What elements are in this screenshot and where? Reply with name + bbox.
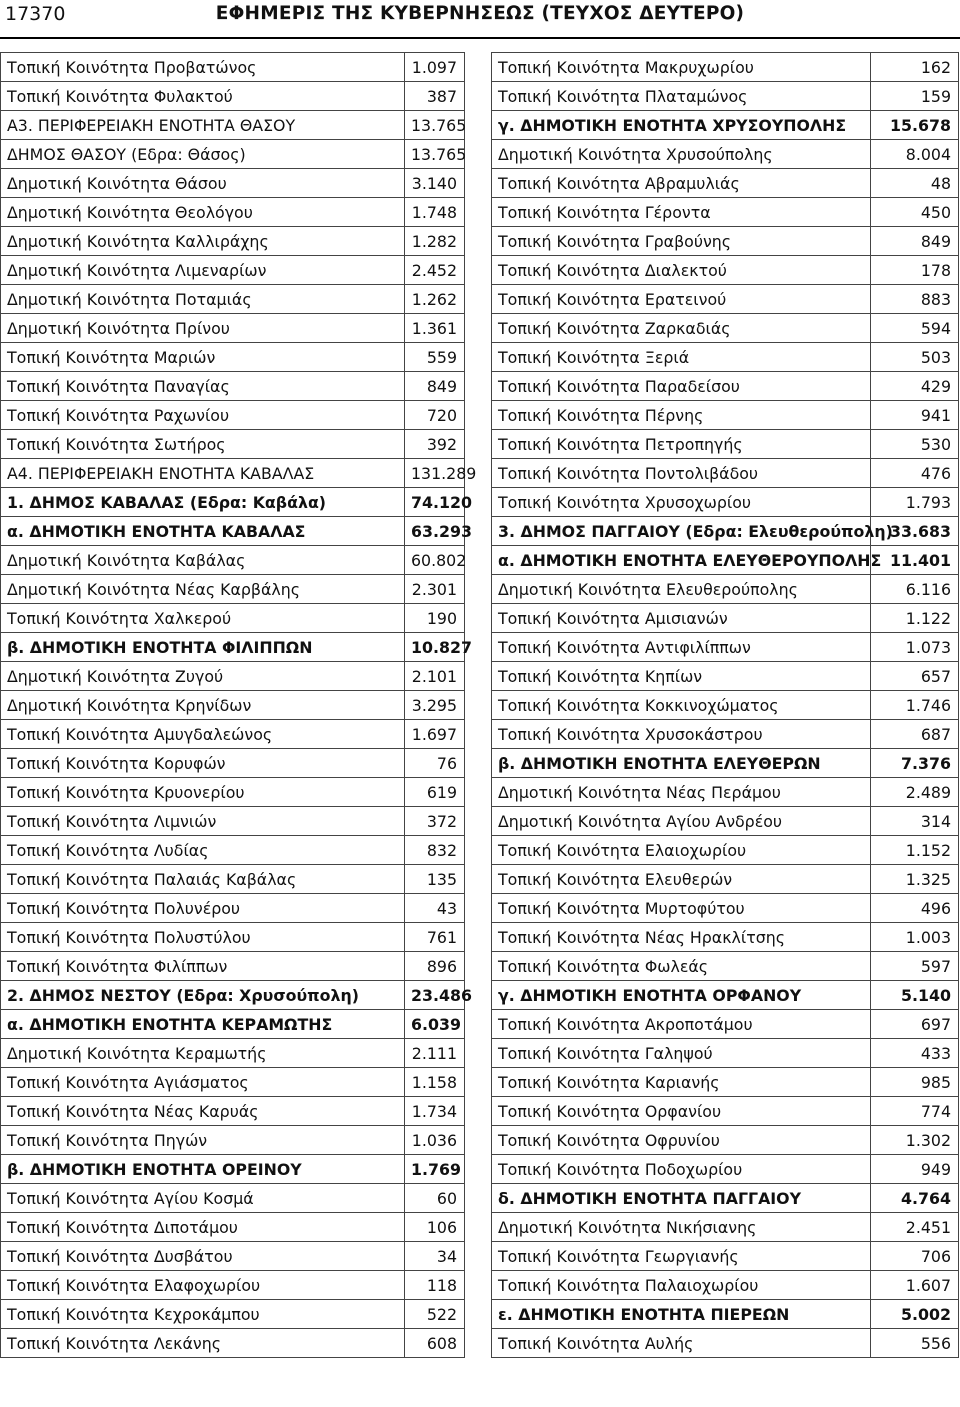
table-row [1, 981, 465, 1010]
population-value: 3.295 [405, 691, 465, 720]
population-value: 1.746 [871, 691, 959, 720]
population-value: 13.765 [405, 140, 465, 169]
table-row [492, 1068, 959, 1097]
table-row [1, 372, 465, 401]
community-name: Α4. ΠΕΡΙΦΕΡΕΙΑΚΗ ΕΝΟΤΗΤΑ ΚΑΒΑΛΑΣ [1, 459, 405, 488]
table-row [492, 981, 959, 1010]
community-name: Τοπική Κοινότητα Μαριών [1, 343, 405, 372]
table-row [492, 749, 959, 778]
population-value: 1.302 [871, 1126, 959, 1155]
table-row [1, 343, 465, 372]
table-row [492, 865, 959, 894]
table-row [1, 749, 465, 778]
table-row [1, 227, 465, 256]
population-value: 433 [871, 1039, 959, 1068]
table-row [492, 517, 959, 546]
table-row [492, 140, 959, 169]
community-name: Τοπική Κοινότητα Αγιάσματος [1, 1068, 405, 1097]
community-name: Τοπική Κοινότητα Γραβούνης [492, 227, 871, 256]
population-value: 1.748 [405, 198, 465, 227]
table-row [1, 459, 465, 488]
table-row [492, 1271, 959, 1300]
population-value: 1.122 [871, 604, 959, 633]
table-row [1, 836, 465, 865]
population-value: 10.827 [405, 633, 465, 662]
community-name: α. ΔΗΜΟΤΙΚΗ ΕΝΟΤΗΤΑ ΚΑΒΑΛΑΣ [1, 517, 405, 546]
table-row [492, 1010, 959, 1039]
table-row [492, 604, 959, 633]
population-value: 2.489 [871, 778, 959, 807]
community-name: ΔΗΜΟΣ ΘΑΣΟΥ (Εδρα: Θάσος) [1, 140, 405, 169]
table-row [1, 1213, 465, 1242]
population-value: 387 [405, 82, 465, 111]
community-name: Τοπική Κοινότητα Παλαιοχωρίου [492, 1271, 871, 1300]
population-value: 774 [871, 1097, 959, 1126]
community-name: Τοπική Κοινότητα Λυδίας [1, 836, 405, 865]
population-value: 849 [405, 372, 465, 401]
table-row [492, 807, 959, 836]
population-value: 530 [871, 430, 959, 459]
community-name: Τοπική Κοινότητα Κηπίων [492, 662, 871, 691]
population-value: 43 [405, 894, 465, 923]
population-value: 131.289 [405, 459, 465, 488]
population-value: 1.607 [871, 1271, 959, 1300]
community-name: Τοπική Κοινότητα Πέρνης [492, 401, 871, 430]
community-name: Τοπική Κοινότητα Αυλής [492, 1329, 871, 1358]
population-value: 1.073 [871, 633, 959, 662]
community-name: Α3. ΠΕΡΙΦΕΡΕΙΑΚΗ ΕΝΟΤΗΤΑ ΘΑΣΟΥ [1, 111, 405, 140]
population-value: 1.769 [405, 1155, 465, 1184]
population-value: 8.004 [871, 140, 959, 169]
population-value: 594 [871, 314, 959, 343]
population-value: 5.002 [871, 1300, 959, 1329]
table-row [1, 778, 465, 807]
table-row [492, 111, 959, 140]
population-value: 15.678 [871, 111, 959, 140]
table-row [1, 865, 465, 894]
population-value: 34 [405, 1242, 465, 1271]
table-row [1, 546, 465, 575]
population-value: 941 [871, 401, 959, 430]
community-name: α. ΔΗΜΟΤΙΚΗ ΕΝΟΤΗΤΑ ΚΕΡΑΜΩΤΗΣ [1, 1010, 405, 1039]
table-row [1, 314, 465, 343]
community-name: Τοπική Κοινότητα Αμυγδαλεώνος [1, 720, 405, 749]
community-name: Δημοτική Κοινότητα Κρηνίδων [1, 691, 405, 720]
community-name: Τοπική Κοινότητα Λιμνιών [1, 807, 405, 836]
community-name: Τοπική Κοινότητα Μακρυχωρίου [492, 53, 871, 82]
table-row [1, 140, 465, 169]
community-name: Τοπική Κοινότητα Ακροποτάμου [492, 1010, 871, 1039]
community-name: Τοπική Κοινότητα Ραχωνίου [1, 401, 405, 430]
community-name: Τοπική Κοινότητα Ορφανίου [492, 1097, 871, 1126]
population-value: 4.764 [871, 1184, 959, 1213]
table-row [1, 575, 465, 604]
page-header [0, 0, 960, 30]
population-value: 883 [871, 285, 959, 314]
table-row [1, 923, 465, 952]
population-value: 7.376 [871, 749, 959, 778]
population-value: 476 [871, 459, 959, 488]
community-name: Τοπική Κοινότητα Καριανής [492, 1068, 871, 1097]
population-value: 706 [871, 1242, 959, 1271]
community-name: Τοπική Κοινότητα Χαλκερού [1, 604, 405, 633]
population-value: 48 [871, 169, 959, 198]
table-row [492, 459, 959, 488]
population-value: 522 [405, 1300, 465, 1329]
population-value: 761 [405, 923, 465, 952]
community-name: Τοπική Κοινότητα Γέροντα [492, 198, 871, 227]
table-row [1, 1271, 465, 1300]
population-value: 720 [405, 401, 465, 430]
population-value: 2.452 [405, 256, 465, 285]
community-name: Τοπική Κοινότητα Ζαρκαδιάς [492, 314, 871, 343]
community-name: ε. ΔΗΜΟΤΙΚΗ ΕΝΟΤΗΤΑ ΠΙΕΡΕΩΝ [492, 1300, 871, 1329]
table-row [492, 1039, 959, 1068]
population-value: 60 [405, 1184, 465, 1213]
population-value: 657 [871, 662, 959, 691]
table-row [1, 53, 465, 82]
table-row [1, 517, 465, 546]
table-row [1, 1184, 465, 1213]
community-name: Δημοτική Κοινότητα Νέας Καρβάλης [1, 575, 405, 604]
population-value: 1.262 [405, 285, 465, 314]
population-value: 1.097 [405, 53, 465, 82]
table-row [492, 256, 959, 285]
population-value: 63.293 [405, 517, 465, 546]
table-row [492, 198, 959, 227]
table-row [492, 430, 959, 459]
community-name: Τοπική Κοινότητα Πολυνέρου [1, 894, 405, 923]
table-row [492, 372, 959, 401]
community-name: Τοπική Κοινότητα Ελαιοχωρίου [492, 836, 871, 865]
table-row [1, 807, 465, 836]
population-value: 11.401 [871, 546, 959, 575]
community-name: β. ΔΗΜΟΤΙΚΗ ΕΝΟΤΗΤΑ ΕΛΕΥΘΕΡΩΝ [492, 749, 871, 778]
population-value: 985 [871, 1068, 959, 1097]
table-row [492, 401, 959, 430]
table-row [1, 952, 465, 981]
table-row [492, 894, 959, 923]
community-name: Τοπική Κοινότητα Αμισιανών [492, 604, 871, 633]
community-name: Τοπική Κοινότητα Ελευθερών [492, 865, 871, 894]
community-name: Δημοτική Κοινότητα Θάσου [1, 169, 405, 198]
community-name: Τοπική Κοινότητα Πολυστύλου [1, 923, 405, 952]
community-name: Δημοτική Κοινότητα Ποταμιάς [1, 285, 405, 314]
community-name: Τοπική Κοινότητα Αντιφιλίππων [492, 633, 871, 662]
table-row [1, 285, 465, 314]
community-name: Τοπική Κοινότητα Ποδοχωρίου [492, 1155, 871, 1184]
table-row [1, 1010, 465, 1039]
table-row [492, 1184, 959, 1213]
community-name: Τοπική Κοινότητα Χρυσοκάστρου [492, 720, 871, 749]
table-row [492, 952, 959, 981]
table-row [1, 1242, 465, 1271]
population-value: 2.101 [405, 662, 465, 691]
table-row [492, 1242, 959, 1271]
community-name: Δημοτική Κοινότητα Χρυσούπολης [492, 140, 871, 169]
community-name: Τοπική Κοινότητα Παραδείσου [492, 372, 871, 401]
population-value: 60.802 [405, 546, 465, 575]
community-name: Δημοτική Κοινότητα Λιμεναρίων [1, 256, 405, 285]
community-name: Τοπική Κοινότητα Διαλεκτού [492, 256, 871, 285]
table-row [1, 662, 465, 691]
population-value: 849 [871, 227, 959, 256]
population-value: 896 [405, 952, 465, 981]
community-name: Τοπική Κοινότητα Μυρτοφύτου [492, 894, 871, 923]
population-value: 106 [405, 1213, 465, 1242]
table-row [492, 691, 959, 720]
community-name: Τοπική Κοινότητα Πλαταμώνος [492, 82, 871, 111]
table-row [1, 1300, 465, 1329]
population-value: 76 [405, 749, 465, 778]
community-name: Τοπική Κοινότητα Ξεριά [492, 343, 871, 372]
community-name: Δημοτική Κοινότητα Καλλιράχης [1, 227, 405, 256]
community-name: Δημοτική Κοινότητα Ελευθερούπολης [492, 575, 871, 604]
table-row [1, 488, 465, 517]
community-name: Τοπική Κοινότητα Κρυονερίου [1, 778, 405, 807]
table-row [492, 575, 959, 604]
population-value: 3.140 [405, 169, 465, 198]
community-name: Τοπική Κοινότητα Πετροπηγής [492, 430, 871, 459]
community-name: Δημοτική Κοινότητα Θεολόγου [1, 198, 405, 227]
table-row [492, 923, 959, 952]
population-value: 1.325 [871, 865, 959, 894]
community-name: Τοπική Κοινότητα Δυσβάτου [1, 1242, 405, 1271]
population-value: 1.361 [405, 314, 465, 343]
community-name: Τοπική Κοινότητα Νέας Καρυάς [1, 1097, 405, 1126]
community-name: α. ΔΗΜΟΤΙΚΗ ΕΝΟΤΗΤΑ ΕΛΕΥΘΕΡΟΥΠΟΛΗΣ [492, 546, 871, 575]
population-value: 2.451 [871, 1213, 959, 1242]
page-number: 17370 [5, 3, 66, 25]
community-name: Δημοτική Κοινότητα Κεραμωτής [1, 1039, 405, 1068]
community-name: γ. ΔΗΜΟΤΙΚΗ ΕΝΟΤΗΤΑ ΟΡΦΑΝΟΥ [492, 981, 871, 1010]
community-name: Τοπική Κοινότητα Ποντολιβάδου [492, 459, 871, 488]
community-name: Τοπική Κοινότητα Διποτάμου [1, 1213, 405, 1242]
table-row [492, 1097, 959, 1126]
community-name: Τοπική Κοινότητα Κοκκινοχώματος [492, 691, 871, 720]
population-value: 832 [405, 836, 465, 865]
community-name: 2. ΔΗΜΟΣ ΝΕΣΤΟΥ (Εδρα: Χρυσούπολη) [1, 981, 405, 1010]
table-row [492, 488, 959, 517]
table-row [492, 778, 959, 807]
community-name: Τοπική Κοινότητα Αβραμυλιάς [492, 169, 871, 198]
table-row [492, 546, 959, 575]
population-value: 559 [405, 343, 465, 372]
table-row [492, 227, 959, 256]
population-value: 1.158 [405, 1068, 465, 1097]
table-row [1, 1155, 465, 1184]
community-name: Τοπική Κοινότητα Προβατώνος [1, 53, 405, 82]
population-value: 190 [405, 604, 465, 633]
population-value: 450 [871, 198, 959, 227]
community-name: Τοπική Κοινότητα Παναγίας [1, 372, 405, 401]
population-value: 5.140 [871, 981, 959, 1010]
population-value: 392 [405, 430, 465, 459]
community-name: Τοπική Κοινότητα Ερατεινού [492, 285, 871, 314]
population-value: 33.683 [871, 517, 959, 546]
population-value: 556 [871, 1329, 959, 1358]
population-value: 1.734 [405, 1097, 465, 1126]
population-value: 6.039 [405, 1010, 465, 1039]
table-row [1, 633, 465, 662]
population-value: 1.793 [871, 488, 959, 517]
left-population-table [0, 52, 477, 1358]
table-row [1, 430, 465, 459]
population-value: 697 [871, 1010, 959, 1039]
table-row [1, 256, 465, 285]
table-row [492, 343, 959, 372]
community-name: Δημοτική Κοινότητα Ζυγού [1, 662, 405, 691]
community-name: Τοπική Κοινότητα Κεχροκάμπου [1, 1300, 405, 1329]
table-row [492, 1155, 959, 1184]
table-row [492, 1300, 959, 1329]
population-value: 619 [405, 778, 465, 807]
table-row [492, 285, 959, 314]
population-value: 13.765 [405, 111, 465, 140]
table-row [1, 401, 465, 430]
population-value: 1.036 [405, 1126, 465, 1155]
population-value: 23.486 [405, 981, 465, 1010]
community-name: Δημοτική Κοινότητα Νέας Περάμου [492, 778, 871, 807]
table-row [1, 82, 465, 111]
table-row [1, 894, 465, 923]
table-row [1, 691, 465, 720]
population-value: 503 [871, 343, 959, 372]
population-value: 687 [871, 720, 959, 749]
table-row [492, 1213, 959, 1242]
table-row [1, 1068, 465, 1097]
table-row [1, 604, 465, 633]
table-row [1, 111, 465, 140]
community-name: β. ΔΗΜΟΤΙΚΗ ΕΝΟΤΗΤΑ ΟΡΕΙΝΟΥ [1, 1155, 405, 1184]
population-value: 74.120 [405, 488, 465, 517]
community-name: 1. ΔΗΜΟΣ ΚΑΒΑΛΑΣ (Εδρα: Καβάλα) [1, 488, 405, 517]
community-name: Τοπική Κοινότητα Χρυσοχωρίου [492, 488, 871, 517]
community-name: β. ΔΗΜΟΤΙΚΗ ΕΝΟΤΗΤΑ ΦΙΛΙΠΠΩΝ [1, 633, 405, 662]
population-value: 949 [871, 1155, 959, 1184]
community-name: Δημοτική Κοινότητα Πρίνου [1, 314, 405, 343]
right-population-table [491, 52, 959, 1358]
right-table-body [492, 53, 959, 1358]
table-row [492, 836, 959, 865]
community-name: 3. ΔΗΜΟΣ ΠΑΓΓΑΙΟΥ (Εδρα: Ελευθερούπολη) [492, 517, 871, 546]
table-row [1, 198, 465, 227]
population-value: 6.116 [871, 575, 959, 604]
left-table-body [1, 53, 477, 1358]
community-name: Τοπική Κοινότητα Φωλεάς [492, 952, 871, 981]
community-name: Τοπική Κοινότητα Γεωργιανής [492, 1242, 871, 1271]
population-value: 1.003 [871, 923, 959, 952]
table-row [492, 1329, 959, 1358]
community-name: Τοπική Κοινότητα Νέας Ηρακλίτσης [492, 923, 871, 952]
population-value: 159 [871, 82, 959, 111]
table-row [1, 169, 465, 198]
table-row [1, 1329, 465, 1358]
community-name: Τοπική Κοινότητα Αγίου Κοσμά [1, 1184, 405, 1213]
population-value: 162 [871, 53, 959, 82]
community-name: Δημοτική Κοινότητα Νικήσιανης [492, 1213, 871, 1242]
table-row [1, 1126, 465, 1155]
population-value: 1.152 [871, 836, 959, 865]
community-name: Τοπική Κοινότητα Φιλίππων [1, 952, 405, 981]
community-name: δ. ΔΗΜΟΤΙΚΗ ΕΝΟΤΗΤΑ ΠΑΓΓΑΙΟΥ [492, 1184, 871, 1213]
community-name: Δημοτική Κοινότητα Αγίου Ανδρέου [492, 807, 871, 836]
population-value: 314 [871, 807, 959, 836]
table-row [1, 720, 465, 749]
population-value: 429 [871, 372, 959, 401]
table-row [1, 1097, 465, 1126]
community-name: Τοπική Κοινότητα Πηγών [1, 1126, 405, 1155]
community-name: Τοπική Κοινότητα Φυλακτού [1, 82, 405, 111]
community-name: Τοπική Κοινότητα Σωτήρος [1, 430, 405, 459]
table-row [1, 1039, 465, 1068]
table-row [492, 53, 959, 82]
table-row [492, 314, 959, 343]
population-value: 1.697 [405, 720, 465, 749]
community-name: γ. ΔΗΜΟΤΙΚΗ ΕΝΟΤΗΤΑ ΧΡΥΣΟΥΠΟΛΗΣ [492, 111, 871, 140]
table-row [492, 633, 959, 662]
population-value: 372 [405, 807, 465, 836]
community-name: Τοπική Κοινότητα Παλαιάς Καβάλας [1, 865, 405, 894]
table-row [492, 169, 959, 198]
gazette-title: ΕΦΗΜΕΡΙΣ ΤΗΣ ΚΥΒΕΡΝΗΣΕΩΣ (ΤΕΥΧΟΣ ΔΕΥΤΕΡΟ) [215, 3, 745, 24]
community-name: Τοπική Κοινότητα Λεκάνης [1, 1329, 405, 1358]
population-value: 597 [871, 952, 959, 981]
community-name: Τοπική Κοινότητα Οφρυνίου [492, 1126, 871, 1155]
table-row [492, 720, 959, 749]
table-row [492, 662, 959, 691]
community-name: Δημοτική Κοινότητα Καβάλας [1, 546, 405, 575]
population-value: 2.111 [405, 1039, 465, 1068]
population-value: 178 [871, 256, 959, 285]
population-value: 2.301 [405, 575, 465, 604]
population-value: 608 [405, 1329, 465, 1358]
community-name: Τοπική Κοινότητα Γαληψού [492, 1039, 871, 1068]
population-value: 135 [405, 865, 465, 894]
population-value: 496 [871, 894, 959, 923]
community-name: Τοπική Κοινότητα Κορυφών [1, 749, 405, 778]
population-value: 118 [405, 1271, 465, 1300]
table-row [492, 82, 959, 111]
population-value: 1.282 [405, 227, 465, 256]
table-row [492, 1126, 959, 1155]
community-name: Τοπική Κοινότητα Ελαφοχωρίου [1, 1271, 405, 1300]
header-rule [0, 37, 960, 39]
